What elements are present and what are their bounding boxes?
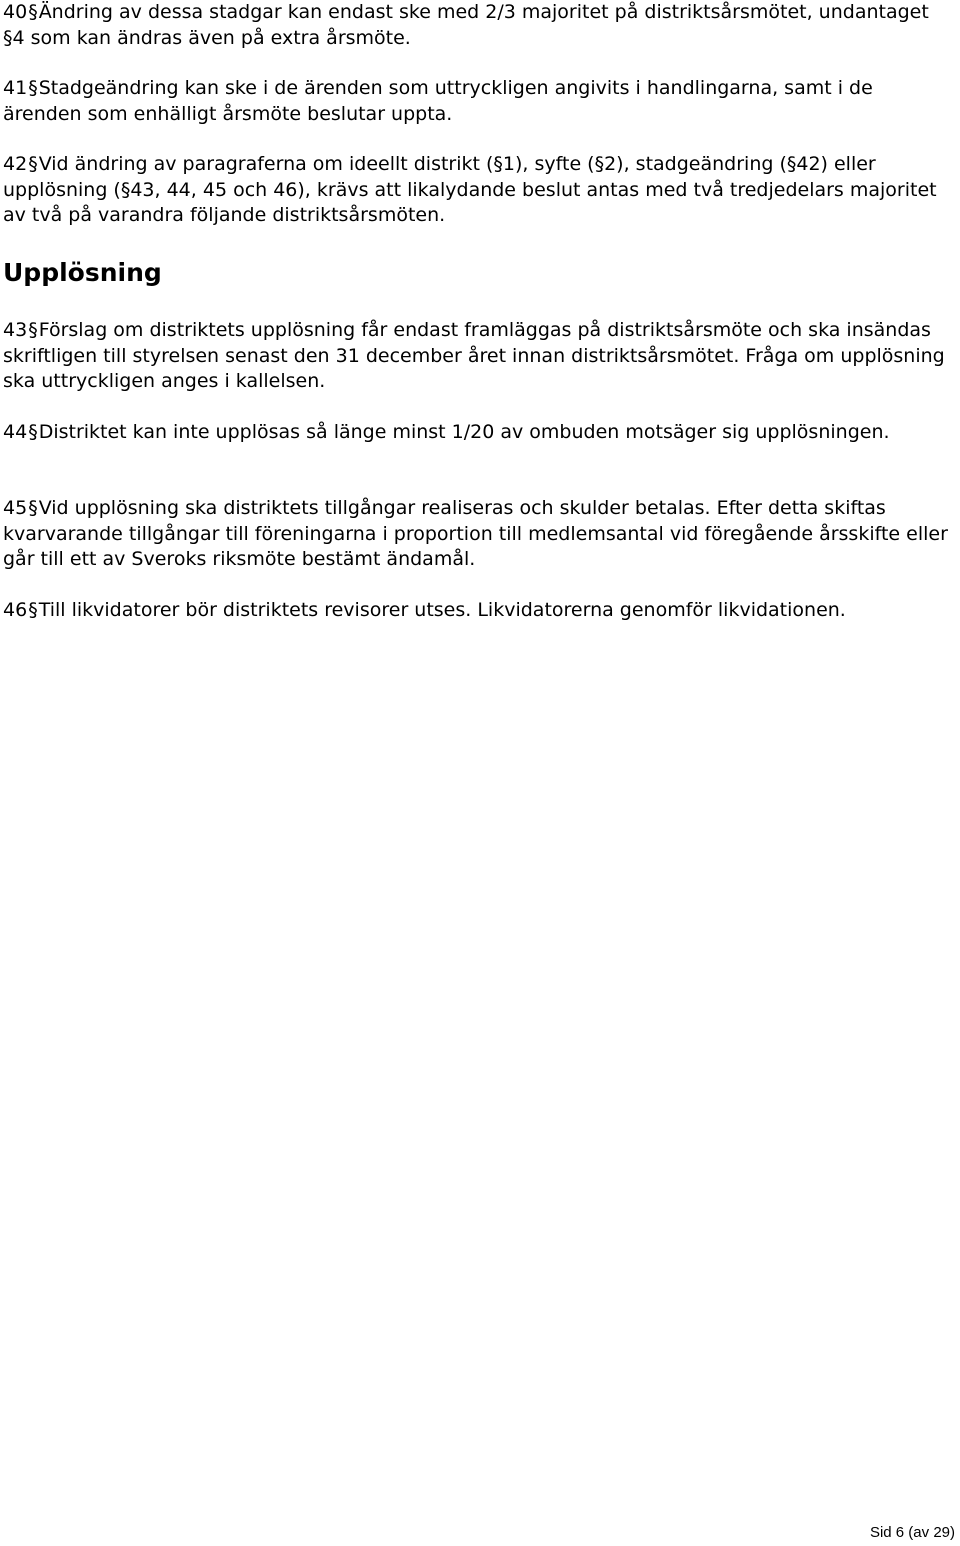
paragraph-number: 40 xyxy=(3,1,28,23)
paragraph-text: Ändring av dessa stadgar kan endast ske med 2/3 majoritet på distriktsårsmötet, undantaget §4 som kan ändras även på extra årsmöte. xyxy=(3,1,929,49)
paragraph-44 xyxy=(3,420,890,446)
paragraph-text: Distriktet kan inte upplösas så länge minst 1/20 av ombuden motsäger sig upplösningen. xyxy=(38,421,890,443)
paragraph-43 xyxy=(3,318,955,395)
paragraph-number: 43 xyxy=(3,319,28,341)
section-mark-icon: § xyxy=(28,153,38,175)
section-mark-icon: § xyxy=(28,599,38,621)
paragraph-40 xyxy=(3,0,955,51)
paragraph-number: 46 xyxy=(3,599,28,621)
section-mark-icon: § xyxy=(28,319,38,341)
paragraph-number: 41 xyxy=(3,77,28,99)
paragraph-text: Förslag om distriktets upplösning får endast framläggas på distriktsårsmöte och ska insändas skriftligen till styrelsen senast den 31 december året innan distriktsårsmötet. Fråga om upplösning ska uttryckligen anges i kallelsen. xyxy=(3,319,945,392)
paragraph-46 xyxy=(3,598,846,624)
paragraph-number: 45 xyxy=(3,497,28,519)
paragraph-text: Till likvidatorer bör distriktets revisorer utses. Likvidatorerna genomför likvidationen. xyxy=(38,599,846,621)
section-mark-icon: § xyxy=(28,77,38,99)
section-mark-icon: § xyxy=(28,421,38,443)
paragraph-41 xyxy=(3,76,955,127)
paragraph-text: Vid ändring av paragraferna om ideellt distrikt (§1), syfte (§2), stadgeändring (§42) eller upplösning (§43, 44, 45 och 46), krävs att likalydande beslut antas med två tredjedelars majoritet av två på varandra följande distriktsårsmöten. xyxy=(3,153,937,226)
paragraph-text: Vid upplösning ska distriktets tillgångar realiseras och skulder betalas. Efter detta skiftas kvarvarande tillgångar till föreningarna i proportion till medlemsantal vid föregående årsskifte eller går till ett av Sveroks riksmöte bestämt ändamål. xyxy=(3,497,948,570)
paragraph-number: 44 xyxy=(3,421,28,443)
paragraph-text: Stadgeändring kan ske i de ärenden som uttryckligen angivits i handlingarna, samt i de ärenden som enhälligt årsmöte beslutar uppta. xyxy=(3,77,873,125)
paragraph-42 xyxy=(3,152,955,229)
page-number: Sid 6 (av 29) xyxy=(869,1524,955,1541)
paragraph-45 xyxy=(3,496,955,573)
section-heading: Upplösning xyxy=(3,258,162,287)
section-mark-icon: § xyxy=(28,1,38,23)
section-mark-icon: § xyxy=(28,497,38,519)
paragraph-number: 42 xyxy=(3,153,28,175)
